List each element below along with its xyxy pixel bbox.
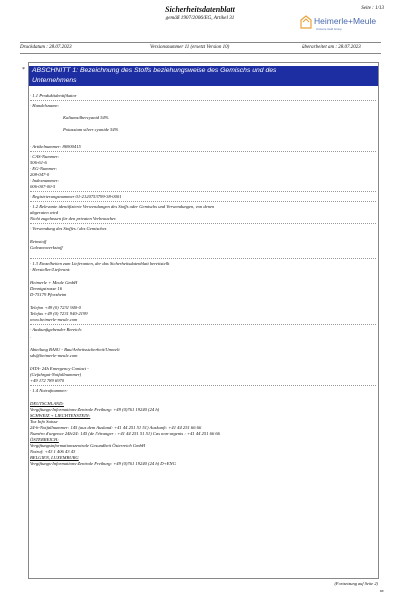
cas-number-value: 506-61-6 (30, 160, 47, 165)
logo-subtext: Umicore Gold Group (316, 27, 342, 31)
department-name: Abteilung BASU - Bau/Arbeitssicherheit/Umwelt (30, 347, 120, 352)
ec-number-value: 208-047-0 (30, 172, 50, 177)
dangerous-goods-emergency: (Gefahrgut-Notfallnummer) (30, 372, 82, 377)
austria-poison-center: Vergiftungsinformationszentrale Gesundheit Österreich GmbH (30, 443, 146, 448)
country-germany: DEUTSCHLAND: (30, 401, 64, 406)
company-street: Dennigstrasse 16 (30, 286, 63, 291)
trade-name-de: Kaliumsilbercyanid 54% (63, 115, 109, 120)
registration-number: · Registrierungsnummer 01-2120753799-38-0001 (30, 194, 122, 199)
supplier-heading: · 1.3 Einzelheiten zum Lieferanten, der das Sicherheitsdatenblatt bereitstellt (30, 261, 170, 266)
revision-date: überarbeitet am : 28.07.2023 (302, 45, 361, 50)
product-identifier-heading: · 1.1 Produktidentifikator (30, 93, 77, 98)
logo-mark-icon (300, 15, 312, 29)
use-electroplating: Galvanowerkstoff (30, 245, 63, 250)
company-city: D-75179 Pforzheim (30, 292, 67, 297)
use-label: · Verwendung des Stoffes / des Gemisches (30, 226, 107, 231)
belgium-poison-center: Vergiftungs-Informations-Zentrale Freiburg: +49 (0)761 19240 (24 h) D+ENG (30, 461, 176, 466)
divider (30, 100, 376, 101)
content-frame (28, 62, 379, 579)
tox-info-suisse: Tox Info Suisse (30, 419, 58, 424)
section-title-line-2: Unternehmens (32, 76, 77, 84)
section-title-line-1: ABSCHNITT 1: Bezeichnung des Stoffs beziehungsweise des Gemischs und des (32, 67, 277, 74)
company-name: Heimerle + Meule GmbH (30, 280, 78, 285)
emergency-phone: +49 172 789 6970 (30, 378, 65, 383)
trade-name-label: · Handelsname: (30, 103, 60, 108)
index-number-label: · Indexnummer: (30, 178, 60, 183)
continued-note: (Fortsetzung auf Seite 2) (334, 581, 378, 586)
emergency-number-heading: · 1.4 Notrufnummer: (30, 388, 68, 393)
company-logo (300, 14, 384, 34)
company-website: www.heimerle-meule.com (30, 317, 78, 322)
section-1-heading (29, 66, 378, 86)
change-marker: * (22, 67, 25, 73)
austria-emergency-phone: Notruf: +43 1 406 43 43 (30, 449, 76, 454)
divider (30, 191, 376, 192)
switzerland-emergency-de: 24-h-Notfallnummer: 145 (aus dem Ausland: +41 44 251 51 51) Auskunft: +41 44 251 66 66 (30, 425, 202, 430)
page-number: Seite : 1/13 (361, 6, 384, 11)
germany-poison-center: Vergiftungs-Informations-Zentrale Freiburg: +49 (0)761 19240 (24 h) (30, 407, 160, 412)
switzerland-emergency-fr: Numéro d'urgence 24h/24: 145 (de l'étranger : +41 44 251 51 51) Cas non-urgents : +41 44 251 66 66 (30, 431, 220, 436)
country-austria: ÖSTERREICH: (30, 437, 59, 442)
department-email: sds@heimerle-meule.com (30, 353, 78, 358)
relevant-uses-heading-cont: abgeraten wird (30, 210, 59, 215)
use-pure-substance: Reinstoff (30, 239, 47, 244)
version-number: Versionsnummer 11 (ersetzt Version 10) (150, 45, 230, 50)
divider (30, 385, 376, 386)
header-rule-top (20, 42, 381, 43)
divider (30, 151, 376, 152)
information-department-label: · Auskunftgebender Bereich: (30, 327, 83, 332)
print-date: Druckdatum : 28.07.2023 (20, 45, 72, 50)
divider (30, 258, 376, 259)
manufacturer-label: · Hersteller/Lieferant: (30, 267, 71, 272)
country-switzerland: SCHWEIZ + LIECHTENSTEIN: (30, 413, 91, 418)
divider (30, 324, 376, 325)
document-title: Sicherheitsdatenblatt (165, 5, 235, 14)
index-number-value: 006-007-00-5 (30, 184, 56, 189)
information-bullet: · (30, 335, 32, 340)
logo-text: Heimerle+Meule (314, 16, 377, 26)
ec-number-label: · EG-Nummer: (30, 166, 58, 171)
article-number: · Artikelnummer: 86900415 (30, 144, 81, 149)
iata-emergency-contact: IATA- 24h Emergency Contact - (30, 366, 89, 371)
consumer-restriction: Nicht zugelassen für den privaten Verbraucher. (30, 216, 117, 221)
trade-name-en: Potassium silver cyanide 54% (63, 127, 119, 132)
language-code: DE (379, 589, 384, 593)
company-phone: Telefon +49 (0) 7231 940-0 (30, 305, 81, 310)
relevant-uses-heading: · 1.2 Relevante identifizierte Verwendungen des Stoffs oder Gemischs und Verwendungen, von denen (30, 204, 215, 209)
header-rule-bottom (20, 53, 381, 54)
document-subtitle: gemäß 1907/2006/EG, Artikel 31 (165, 15, 235, 21)
country-belgium-luxembourg: BELGIEN, LUXEMBURG (30, 455, 79, 460)
divider (30, 223, 376, 224)
cas-number-label: · CAS-Nummer: (30, 154, 60, 159)
company-fax: Telefax +49 (0) 7231 940-2199 (30, 311, 88, 316)
divider (30, 201, 376, 202)
